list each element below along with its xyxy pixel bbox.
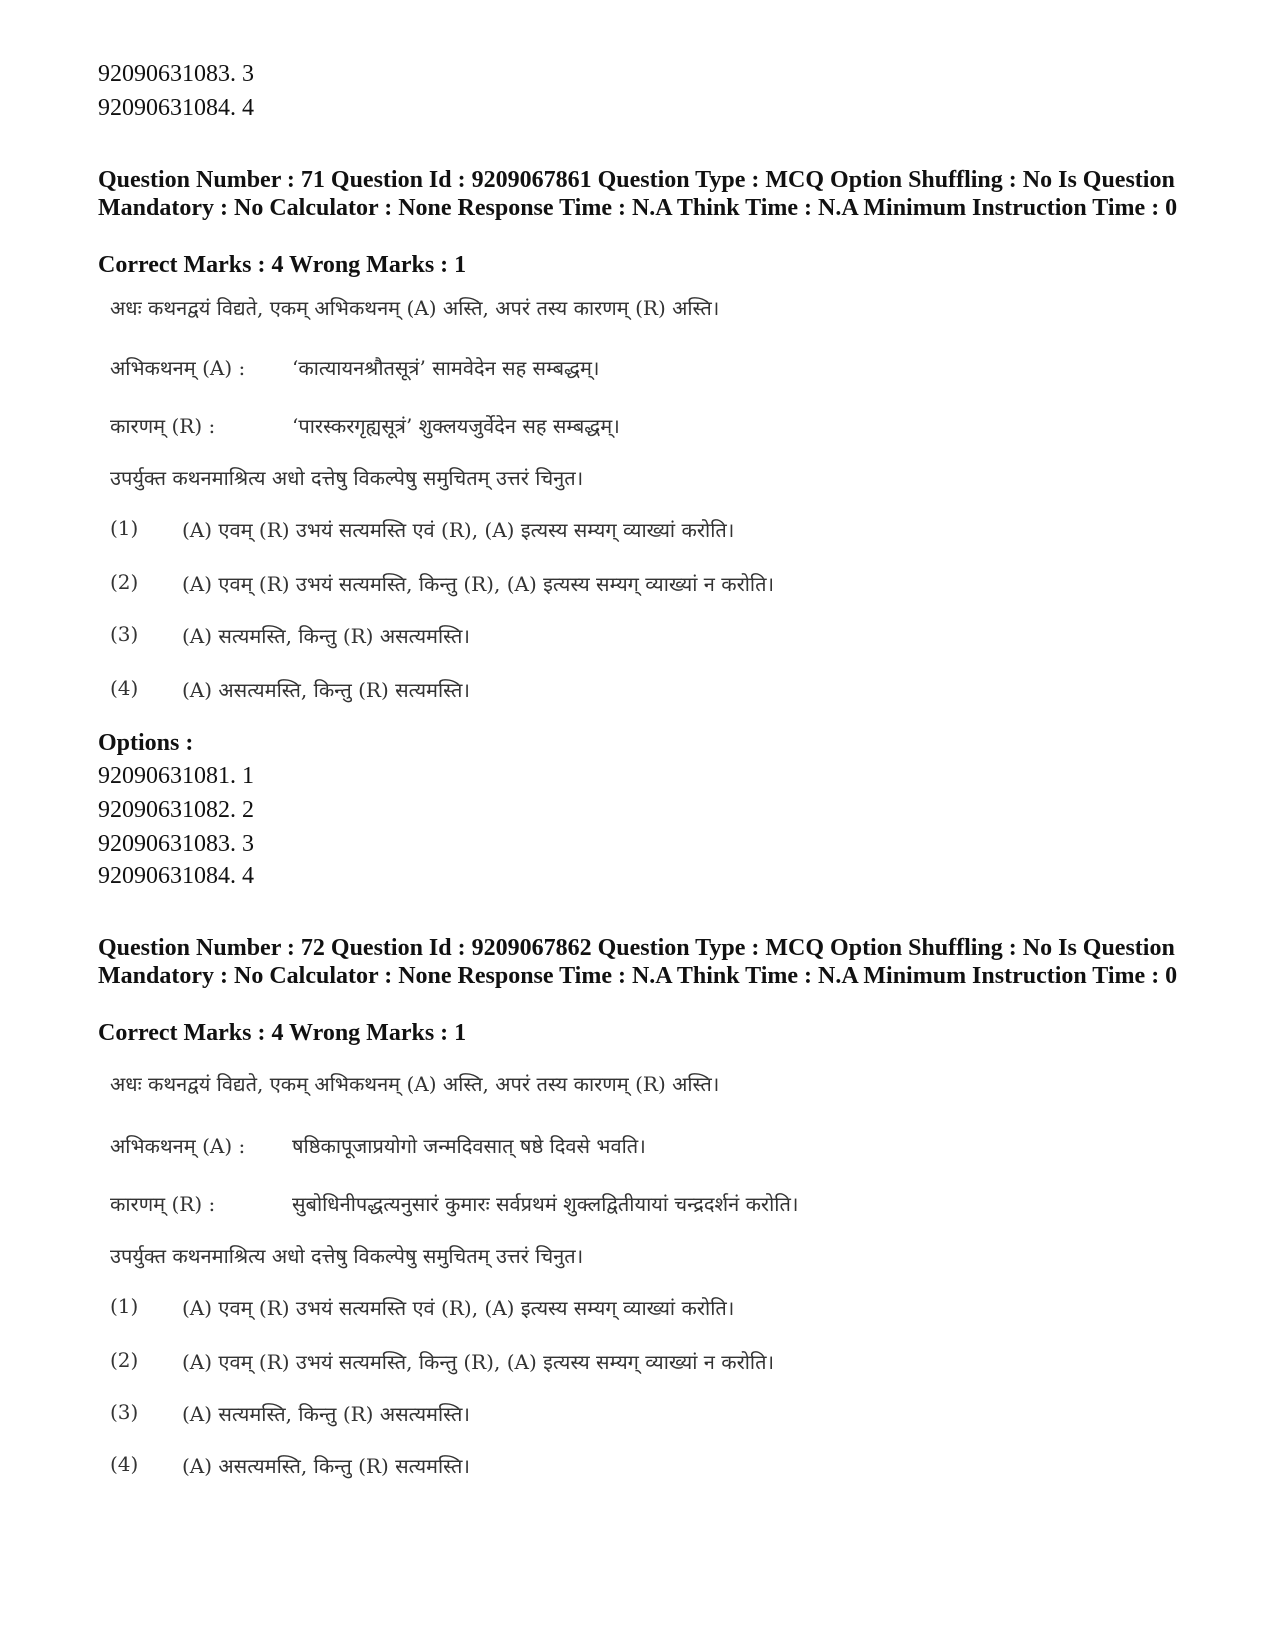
option-line: 92090631083. 3 xyxy=(98,61,254,87)
option-line: 92090631084. 4 xyxy=(98,95,254,121)
assertion-label: अभिकथनम् (A) : xyxy=(110,356,246,380)
reason-label: कारणम् (R) : xyxy=(110,414,216,438)
assertion-text: षष्ठिकापूजाप्रयोगो जन्मदिवसात् षष्ठे दिवसे भवति। xyxy=(292,1134,646,1158)
intro-text: अधः कथनद्वयं विद्यते, एकम् अभिकथनम् (A) अस्ति, अपरं तस्य कारणम् (R) अस्ति। xyxy=(110,1072,720,1096)
choice-number: (1) xyxy=(110,1294,139,1318)
question-72-marks: Correct Marks : 4 Wrong Marks : 1 xyxy=(98,1020,467,1046)
instruction-text: उपर्युक्त कथनमाश्रित्य अधो दत्तेषु विकल्पेषु समुचितम् उत्तरं चिनुत। xyxy=(110,1244,584,1268)
option-line: 92090631082. 2 xyxy=(98,797,254,823)
choice-number: (3) xyxy=(110,1400,139,1424)
reason-label: कारणम् (R) : xyxy=(110,1192,216,1216)
choice-number: (1) xyxy=(110,516,139,540)
option-line: 92090631083. 3 xyxy=(98,831,254,857)
reason-text: सुबोधिनीपद्धत्यनुसारं कुमारः सर्वप्रथमं शुक्लद्वितीयायां चन्द्रदर्शनं करोति। xyxy=(292,1192,799,1216)
intro-text: अधः कथनद्वयं विद्यते, एकम् अभिकथनम् (A) अस्ति, अपरं तस्य कारणम् (R) अस्ति। xyxy=(110,296,720,320)
choice-text: (A) एवम् (R) उभयं सत्यमस्ति, किन्तु (R), (A) इत्यस्य सम्यग् व्याख्यां न करोति। xyxy=(182,1350,775,1374)
options-heading: Options : xyxy=(98,730,194,756)
choice-number: (3) xyxy=(110,622,139,646)
option-line: 92090631081. 1 xyxy=(98,763,254,789)
choice-text: (A) सत्यमस्ति, किन्तु (R) असत्यमस्ति। xyxy=(182,1402,470,1426)
assertion-text: ‘कात्यायनश्रौतसूत्रं’ सामवेदेन सह सम्बद्धम्। xyxy=(292,356,600,380)
option-line: 92090631084. 4 xyxy=(98,863,254,889)
choice-text: (A) एवम् (R) उभयं सत्यमस्ति, किन्तु (R), (A) इत्यस्य सम्यग् व्याख्यां न करोति। xyxy=(182,572,775,596)
choice-number: (2) xyxy=(110,1348,139,1372)
choice-number: (4) xyxy=(110,676,139,700)
choice-text: (A) सत्यमस्ति, किन्तु (R) असत्यमस्ति। xyxy=(182,624,470,648)
question-72-image xyxy=(110,1070,870,1540)
assertion-label: अभिकथनम् (A) : xyxy=(110,1134,246,1158)
question-71-header: Question Number : 71 Question Id : 9209067861 Question Type : MCQ Option Shuffling : No Is Question Mandatory : No Calculator : None Response Time : N.A Think Time : N.A Minimum Instruction Time : 0 xyxy=(98,167,1178,221)
choice-text: (A) एवम् (R) उभयं सत्यमस्ति एवं (R), (A) इत्यस्य सम्यग् व्याख्यां करोति। xyxy=(182,1296,735,1320)
choice-number: (2) xyxy=(110,570,139,594)
question-71-marks: Correct Marks : 4 Wrong Marks : 1 xyxy=(98,252,467,278)
choice-text: (A) एवम् (R) उभयं सत्यमस्ति एवं (R), (A) इत्यस्य सम्यग् व्याख्यां करोति। xyxy=(182,518,735,542)
choice-text: (A) असत्यमस्ति, किन्तु (R) सत्यमस्ति। xyxy=(182,678,470,702)
question-72-header: Question Number : 72 Question Id : 9209067862 Question Type : MCQ Option Shuffling : No Is Question Mandatory : No Calculator : None Response Time : N.A Think Time : N.A Minimum Instruction Time : 0 xyxy=(98,935,1178,989)
instruction-text: उपर्युक्त कथनमाश्रित्य अधो दत्तेषु विकल्पेषु समुचितम् उत्तरं चिनुत। xyxy=(110,466,584,490)
choice-text: (A) असत्यमस्ति, किन्तु (R) सत्यमस्ति। xyxy=(182,1454,470,1478)
question-71-image xyxy=(110,294,870,764)
reason-text: ‘पारस्करगृह्यसूत्रं’ शुक्लयजुर्वेदेन सह सम्बद्धम्। xyxy=(292,414,620,438)
choice-number: (4) xyxy=(110,1452,139,1476)
